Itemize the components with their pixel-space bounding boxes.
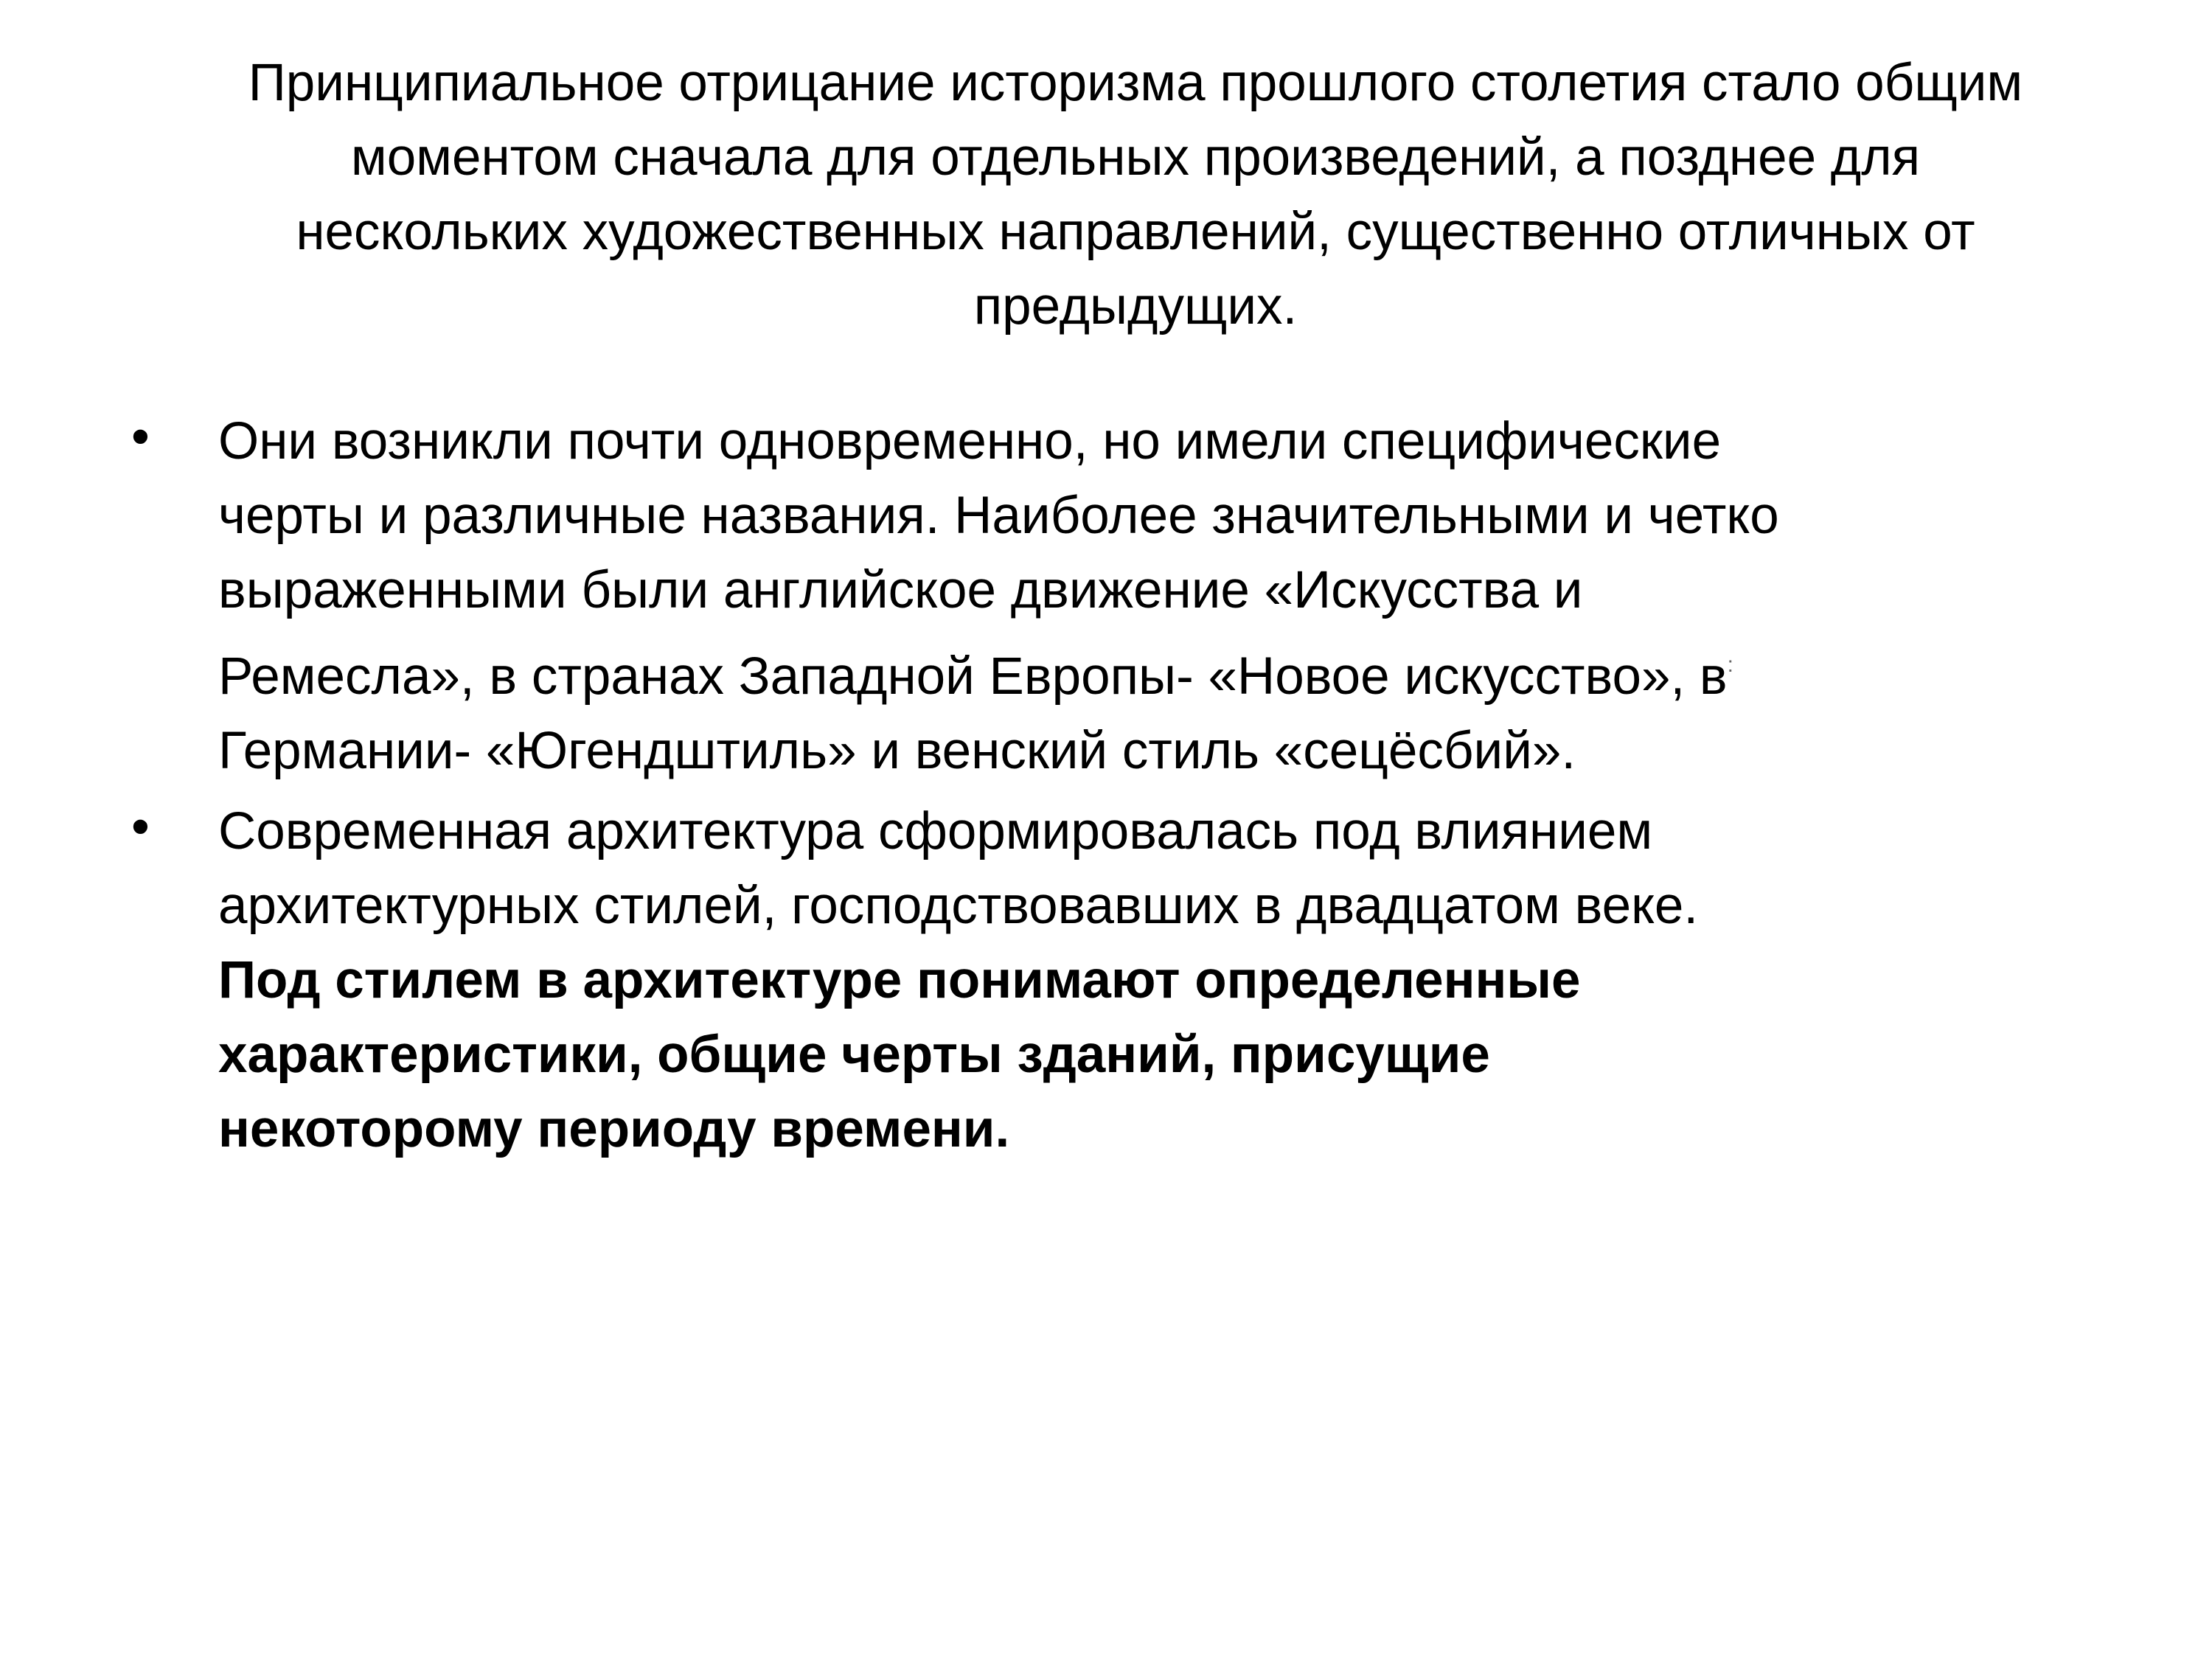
bullet-line-bold: Под стилем в архитектуре понимают определенные xyxy=(218,951,1581,1009)
bullet-line: черты и различные названия. Наиболее значительными и четко xyxy=(218,487,1779,545)
title-line: нескольких художественных направлений, существенно отличных от xyxy=(296,203,1975,261)
title-line: Принципиальное отрицание историзма прошлого столетия стало общим xyxy=(248,54,2023,112)
bullet-line: выраженными были английское движение «Искусства и xyxy=(218,561,1583,619)
bullet-text xyxy=(218,404,2180,788)
bullet-marker: • xyxy=(131,408,150,466)
bullet-text xyxy=(218,794,2180,1166)
bullet-line-with-mark xyxy=(218,627,2180,714)
bullet-line-bold: характеристики, общие черты зданий, присущие xyxy=(218,1026,1490,1084)
bullet-item xyxy=(0,404,2212,788)
bullet-line: Они возникли почти одновременно, но имели специфические xyxy=(218,412,1722,470)
slide-title xyxy=(44,46,2212,344)
line-mark: : xyxy=(1727,653,1733,677)
bullet-list xyxy=(0,404,2212,1166)
title-line: предыдущих. xyxy=(973,277,1298,335)
bullet-line: Ремесла», в странах Западной Европы- «Новое искусство», в xyxy=(218,647,1728,706)
title-line: моментом сначала для отдельных произведений, а позднее для xyxy=(350,128,1921,187)
bullet-line: Современная архитектура сформировалась под влиянием xyxy=(218,802,1653,860)
bullet-item xyxy=(0,794,2212,1166)
bullet-line: архитектурных стилей, господствовавших в двадцатом веке. xyxy=(218,877,1699,935)
bullet-marker: • xyxy=(131,798,150,856)
bullet-line-bold: некоторому периоду времени. xyxy=(218,1100,1010,1158)
bullet-line: Германии- «Югендштиль» и венский стиль «сецёсбий». xyxy=(218,722,1576,780)
